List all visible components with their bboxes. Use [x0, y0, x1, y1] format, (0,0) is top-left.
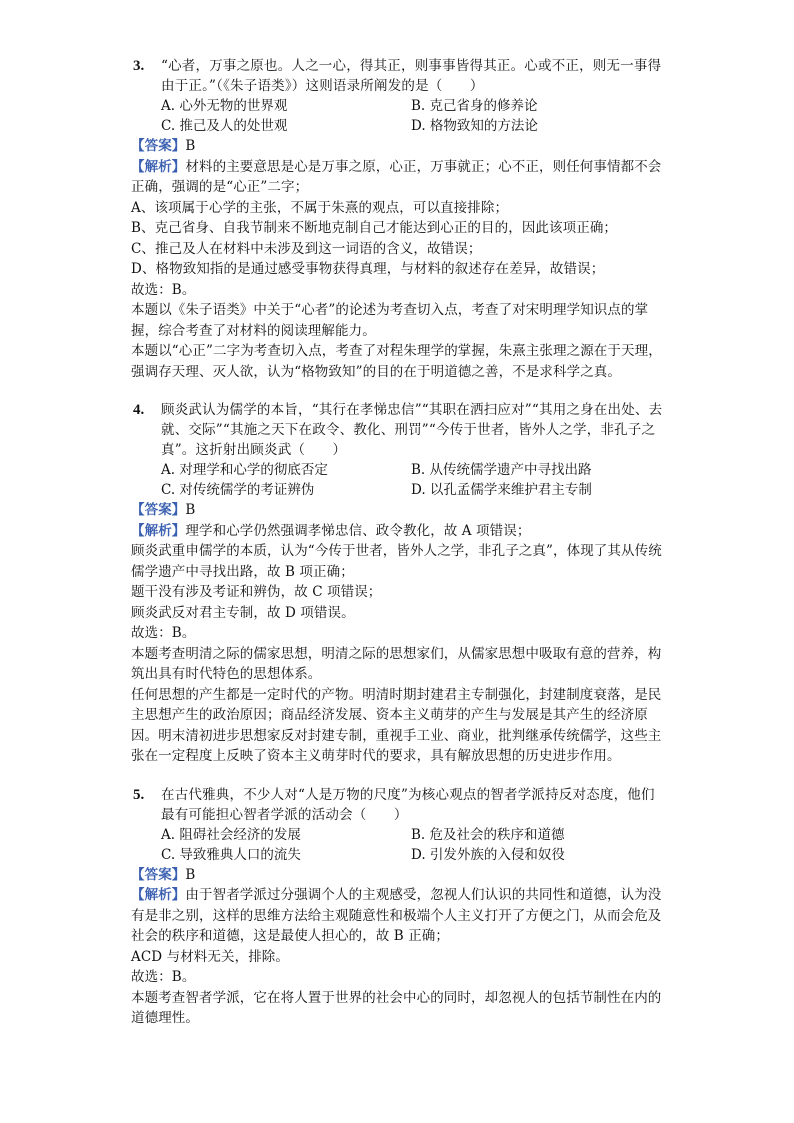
options — [161, 825, 666, 865]
question-stem: 在古代雅典，不少人对“人是万物的尺度”为核心观点的智者学派持反对态度，他们最有可能担心智者学派的活动会（ ） — [161, 786, 655, 823]
option-a: A. 心外无物的世界观 — [161, 98, 288, 114]
question-stem: “心者，万事之原也。人之一心，得其正，则事事皆得其正。心或不正，则无一事得由于正。”（《朱子语类》）这则语录所阐发的是（ ） — [161, 58, 662, 94]
option-d: D. 引发外族的入侵和奴役 — [411, 846, 565, 863]
analysis-text: 由于智者学派过分强调个人的主观感受，忽视人们认识的共同性和道德，认为没有是非之别，这样的思维方法给主观随意性和极端个人主义打开了方便之门，从而会危及社会的秩序和道德，这是最使人担心的，故 B 正确； — [131, 887, 662, 944]
answer-value: B — [185, 502, 196, 518]
answer-value: B — [185, 866, 196, 883]
options — [161, 460, 666, 500]
analysis-text: 材料的主要意思是心是万事之原，心正，万事就正；心不正，则任何事情都不会正确，强调的是“心正”二字； — [131, 158, 662, 195]
answer-value: B — [185, 138, 196, 154]
option-b: B. 危及社会的秩序和道德 — [411, 826, 565, 843]
option-b: B. 从传统儒学遗产中寻找出路 — [411, 462, 592, 478]
analysis-line: B、克己省身、自我节制来不断地克制自己才能达到心正的目的，因此该项正确； — [131, 220, 618, 236]
answer-line — [131, 500, 666, 521]
analysis-line — [131, 521, 666, 542]
analysis-line: 故选：B。 — [131, 625, 196, 641]
analysis-line: 本题以《朱子语类》中关于“心者”的论述为考查切入点，考查了对宋明理学知识点的掌握，综合考查了对材料的阅读理解能力。 — [131, 302, 649, 339]
analysis-line: C、推己及人在材料中未涉及到这一词语的含义，故错误； — [131, 240, 482, 257]
option-b: B. 克己省身的修养论 — [411, 98, 538, 114]
analysis-line: 本题考查明清之际的儒家思想，明清之际的思想家们，从儒家思想中吸取有意的营养，构筑出具有时代特色的思想体系。 — [131, 645, 662, 682]
answer-tag: 【答案】 — [131, 138, 186, 154]
analysis-text: 理学和心学仍然强调孝悌忠信、政令教化，故 A 项错误； — [185, 522, 531, 539]
analysis-line: 本题以“心正”二字为考查切入点，考查了对程朱理学的掌握，朱熹主张理之源在于天理，强调存天理、灭人欲，认为“格物致知”的目的在于明道德之善，不是求科学之真。 — [131, 343, 662, 380]
answer-tag: 【答案】 — [131, 866, 186, 883]
question-number: 4. — [133, 402, 145, 418]
analysis-line: ACD 与材料无关，排除。 — [131, 948, 289, 965]
analysis-line: 顾炎武重申儒学的本质，认为“今传于世者，皆外人之学，非孔子之真”，体现了其从传统儒学遗产中寻找出路，故 B 项正确； — [131, 543, 662, 580]
analysis-line: D、格物致知指的是通过感受事物获得真理，与材料的叙述存在差异，故错误； — [131, 261, 605, 277]
analysis-line — [131, 157, 666, 198]
option-d: D. 以孔孟儒学来维护君主专制 — [411, 482, 592, 498]
analysis-line: 顾炎武反对君主专制，故 D 项错误。 — [131, 604, 355, 621]
answer-tag: 【答案】 — [131, 502, 186, 518]
analysis-tag: 【解析】 — [131, 887, 186, 903]
question-stem: 顾炎武认为儒学的本旨，“其行在孝悌忠信”“其职在洒扫应对”“其用之身在出处、去就、交际”“其施之天下在政令、教化、刑罚”“今传于世者，皆外人之学，非孔子之真”。这折射出顾炎武（ ） — [161, 402, 663, 458]
analysis-tag: 【解析】 — [131, 158, 186, 175]
analysis-line: 任何思想的产生都是一定时代的产物。明清时期封建君主专制强化，封建制度衰落，是民主思想产生的政治原因；商品经济发展、资本主义萌芽的产生与发展是其产生的经济原因。明末清初进步思想家反对封建专制，重视手工业、商业，批判继承传统儒学，这些主张在一定程度上反映了资本主义萌芽时代的要求，具有解放思想的历史进步作用。 — [131, 686, 662, 764]
option-a: A. 阻碍社会经济的发展 — [161, 826, 301, 843]
option-c: C. 对传统儒学的考证辨伪 — [161, 482, 315, 498]
analysis-line: A、该项属于心学的主张，不属于朱熹的观点，可以直接排除； — [131, 199, 509, 216]
analysis-line: 故选：B。 — [131, 969, 196, 985]
exam-page — [131, 56, 666, 1029]
question-5 — [131, 785, 666, 1029]
options — [161, 96, 666, 136]
question-number: 5. — [133, 786, 145, 803]
option-a: A. 对理学和心学的彻底否定 — [161, 462, 328, 478]
option-d: D. 格物致知的方法论 — [411, 118, 538, 134]
analysis-line: 本题考查智者学派，它在将人置于世界的社会中心的同时，却忽视人的包括节制性在内的道德理性。 — [131, 989, 662, 1026]
question-4 — [131, 400, 666, 767]
option-c: C. 推己及人的处世观 — [161, 118, 288, 134]
analysis-line: 题干没有涉及考证和辨伪，故 C 项错误； — [131, 584, 382, 600]
option-c: C. 导致雅典人口的流失 — [161, 846, 301, 863]
analysis-line — [131, 885, 666, 947]
question-number: 3. — [133, 58, 145, 74]
analysis-line: 故选：B。 — [131, 281, 196, 298]
question-3 — [131, 56, 666, 382]
answer-line — [131, 136, 666, 157]
analysis-tag: 【解析】 — [131, 522, 186, 539]
answer-line — [131, 865, 666, 886]
